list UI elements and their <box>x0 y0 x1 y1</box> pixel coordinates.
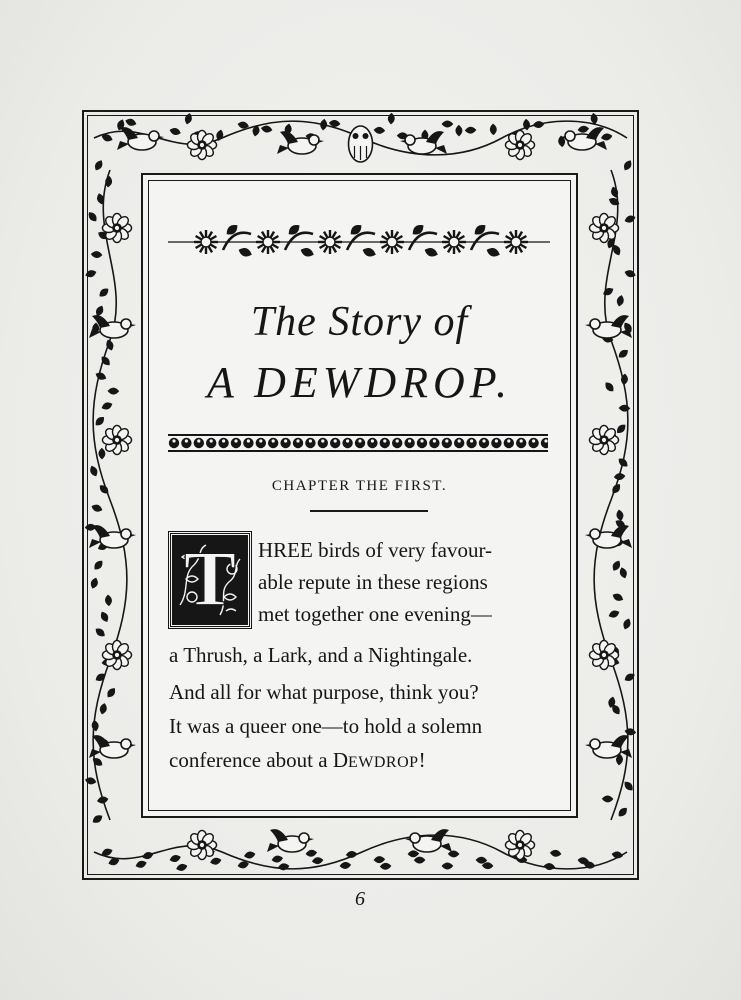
leaf-icon <box>135 860 147 869</box>
bird-icon <box>405 829 452 852</box>
leaf-icon <box>306 849 318 857</box>
leaf-icon <box>90 577 99 589</box>
leaf-icon <box>101 401 113 411</box>
rosette-icon <box>505 130 534 159</box>
bead-icon <box>392 438 402 448</box>
leaf-icon <box>616 295 625 307</box>
bead-icon <box>417 438 427 448</box>
scroll-icon <box>471 224 501 258</box>
body-line-1: HREE birds of very favour- <box>258 538 493 562</box>
bead-icon <box>380 438 390 448</box>
body-line-4: a Thrush, a Lark, and a Nightingale. <box>169 643 473 667</box>
leaf-icon <box>442 121 453 127</box>
leaf-icon <box>85 269 97 278</box>
bead-icon <box>169 438 179 448</box>
scroll-icon <box>347 224 377 258</box>
bead-icon <box>528 438 538 448</box>
chapter-heading: CHAPTER THE FIRST. <box>271 478 448 494</box>
leaf-icon <box>414 857 425 863</box>
bead-icon <box>442 438 452 448</box>
leaf-icon <box>346 851 357 858</box>
owl-icon <box>349 126 373 162</box>
leaf-icon <box>625 728 637 736</box>
leaf-icon <box>176 863 188 872</box>
body-line-7 <box>169 750 426 771</box>
leaf-icon <box>99 611 110 623</box>
leaf-icon <box>94 627 106 639</box>
fleuron-ornament-band <box>168 224 550 260</box>
leaf-icon <box>244 851 256 859</box>
leaf-icon <box>615 423 627 435</box>
bird-icon <box>277 131 324 154</box>
leaf-icon <box>93 159 104 172</box>
bead-icon <box>268 438 278 448</box>
scroll-icon <box>285 224 315 258</box>
bead-icon <box>231 438 241 448</box>
leaf-icon <box>91 756 103 767</box>
leaf-icon <box>169 854 181 863</box>
rosette-icon <box>187 130 216 159</box>
leaf-icon <box>312 857 323 865</box>
leaf-icon <box>87 211 99 223</box>
leaf-icon <box>490 124 497 135</box>
bead-icon <box>541 438 548 448</box>
page-number: 6 <box>355 888 365 910</box>
bead-icon <box>330 438 340 448</box>
daisy-icon <box>442 230 466 254</box>
rosette-icon <box>102 640 131 669</box>
leaf-icon <box>617 806 629 818</box>
rosette-icon <box>589 425 618 454</box>
drop-cap <box>169 532 251 628</box>
leaf-icon <box>105 595 112 606</box>
bead-icon <box>504 438 514 448</box>
daisy-icon <box>504 230 528 254</box>
bead-icon <box>491 438 501 448</box>
bead-icon <box>516 438 526 448</box>
leaf-icon <box>91 720 99 732</box>
leaf-icon <box>448 851 459 857</box>
bead-icon <box>342 438 352 448</box>
leaf-icon <box>91 503 103 513</box>
leaf-icon <box>97 796 109 804</box>
leaf-icon <box>108 388 119 394</box>
bird-icon <box>585 525 632 548</box>
leaf-icon <box>300 246 315 258</box>
body-line-6: It was a queer one—to hold a solemn <box>169 714 483 738</box>
leaf-icon <box>608 609 620 619</box>
leaf-icon <box>604 381 616 393</box>
leaf-icon <box>380 863 391 870</box>
leaf-icon <box>271 855 283 863</box>
leaf-icon <box>95 371 107 381</box>
bead-icon <box>355 438 365 448</box>
title-line-2: A DEWDROP. <box>206 358 513 407</box>
rosette-icon <box>505 830 534 859</box>
leaf-icon <box>85 777 97 785</box>
bead-icon <box>404 438 414 448</box>
leaf-icon <box>601 133 613 141</box>
leaf-icon <box>619 567 628 579</box>
leaf-icon <box>142 851 154 860</box>
leaf-icon <box>544 863 555 870</box>
leaf-icon <box>98 287 110 299</box>
leaf-icon <box>578 125 590 133</box>
scroll-icon <box>223 224 253 258</box>
bead-icon <box>206 438 216 448</box>
body-line-5: And all for what purpose, think you? <box>169 680 479 704</box>
bead-icon <box>194 438 204 448</box>
leaf-icon <box>623 780 635 792</box>
leaf-icon <box>93 559 105 571</box>
leaf-icon <box>617 348 629 360</box>
drop-cap-ornament-icon <box>172 535 248 625</box>
leaf-icon <box>238 246 253 258</box>
bead-icon <box>243 438 253 448</box>
leaf-icon <box>408 850 419 857</box>
leaf-icon <box>91 251 102 258</box>
leaf-icon <box>320 119 328 130</box>
body-line-7-suffix: ! <box>418 748 426 772</box>
daisy-icon <box>256 230 280 254</box>
leaf-icon <box>89 465 99 477</box>
leaf-icon <box>611 559 622 572</box>
leaf-icon <box>125 118 137 127</box>
leaf-icon <box>442 863 453 869</box>
leaf-icon <box>623 672 636 683</box>
leaf-icon <box>105 686 117 698</box>
bird-icon <box>89 735 136 758</box>
daisy-icon <box>318 230 342 254</box>
dewdrop-small-caps: EWDROP <box>348 754 419 771</box>
daisy-icon <box>380 230 404 254</box>
leaf-icon <box>465 127 476 134</box>
rosette-icon <box>589 213 618 242</box>
leaf-icon <box>261 125 273 133</box>
dewdrop-initial: D <box>332 748 348 772</box>
bead-icon <box>318 438 328 448</box>
leaf-icon <box>99 448 105 459</box>
leaf-icon <box>388 113 395 124</box>
bead-icon <box>256 438 266 448</box>
rosette-icon <box>102 425 131 454</box>
leaf-icon <box>99 703 108 715</box>
leaf-icon <box>624 269 636 278</box>
bird-icon <box>585 735 632 758</box>
bird-icon <box>89 525 136 548</box>
leaf-icon <box>622 159 633 172</box>
leaf-icon <box>486 246 501 258</box>
leaf-icon <box>533 121 544 128</box>
leaf-icon <box>169 127 181 136</box>
rosette-icon <box>187 830 216 859</box>
leaf-icon <box>184 113 193 125</box>
rosette-icon <box>102 213 131 242</box>
bead-icon <box>280 438 290 448</box>
leaf-icon <box>624 214 636 224</box>
bird-icon <box>117 127 164 150</box>
leaf-icon <box>340 862 351 869</box>
daisy-icon <box>194 230 218 254</box>
body-line-3: met together one evening— <box>258 602 492 626</box>
leaf-icon <box>602 796 613 802</box>
leaf-icon <box>476 857 487 864</box>
bead-icon <box>454 438 464 448</box>
leaf-icon <box>424 246 439 258</box>
leaf-icon <box>374 856 385 863</box>
leaf-icon <box>278 863 290 871</box>
leaf-icon <box>456 125 462 136</box>
bead-ornament-band <box>168 432 548 454</box>
bead-icon <box>479 438 489 448</box>
leaf-icon <box>210 857 222 866</box>
bead-icon <box>305 438 315 448</box>
rosette-icon <box>589 640 618 669</box>
leaf-icon <box>611 851 623 859</box>
bead-icon <box>181 438 191 448</box>
leaf-icon <box>612 592 624 602</box>
scroll-icon <box>409 224 439 258</box>
leaf-icon <box>362 246 377 258</box>
chapter-rule <box>310 510 428 512</box>
leaf-icon <box>614 473 625 480</box>
leaf-icon <box>602 286 615 297</box>
body-line-2: able repute in these regions <box>258 570 488 594</box>
bead-icon <box>218 438 228 448</box>
leaf-icon <box>482 862 493 869</box>
bird-icon <box>267 829 314 852</box>
title-line-1: The Story of <box>250 299 469 345</box>
drop-cap-letter: T <box>183 535 237 622</box>
leaf-icon <box>616 509 624 521</box>
bead-icon <box>367 438 377 448</box>
body-line-7-prefix: conference about a <box>169 748 333 772</box>
bead-icon <box>293 438 303 448</box>
leaf-icon <box>374 127 385 134</box>
leaf-icon <box>91 813 103 824</box>
leaf-icon <box>622 618 632 630</box>
leaf-icon <box>94 415 106 427</box>
bead-icon <box>429 438 439 448</box>
leaf-icon <box>550 850 561 858</box>
bead-icon <box>466 438 476 448</box>
